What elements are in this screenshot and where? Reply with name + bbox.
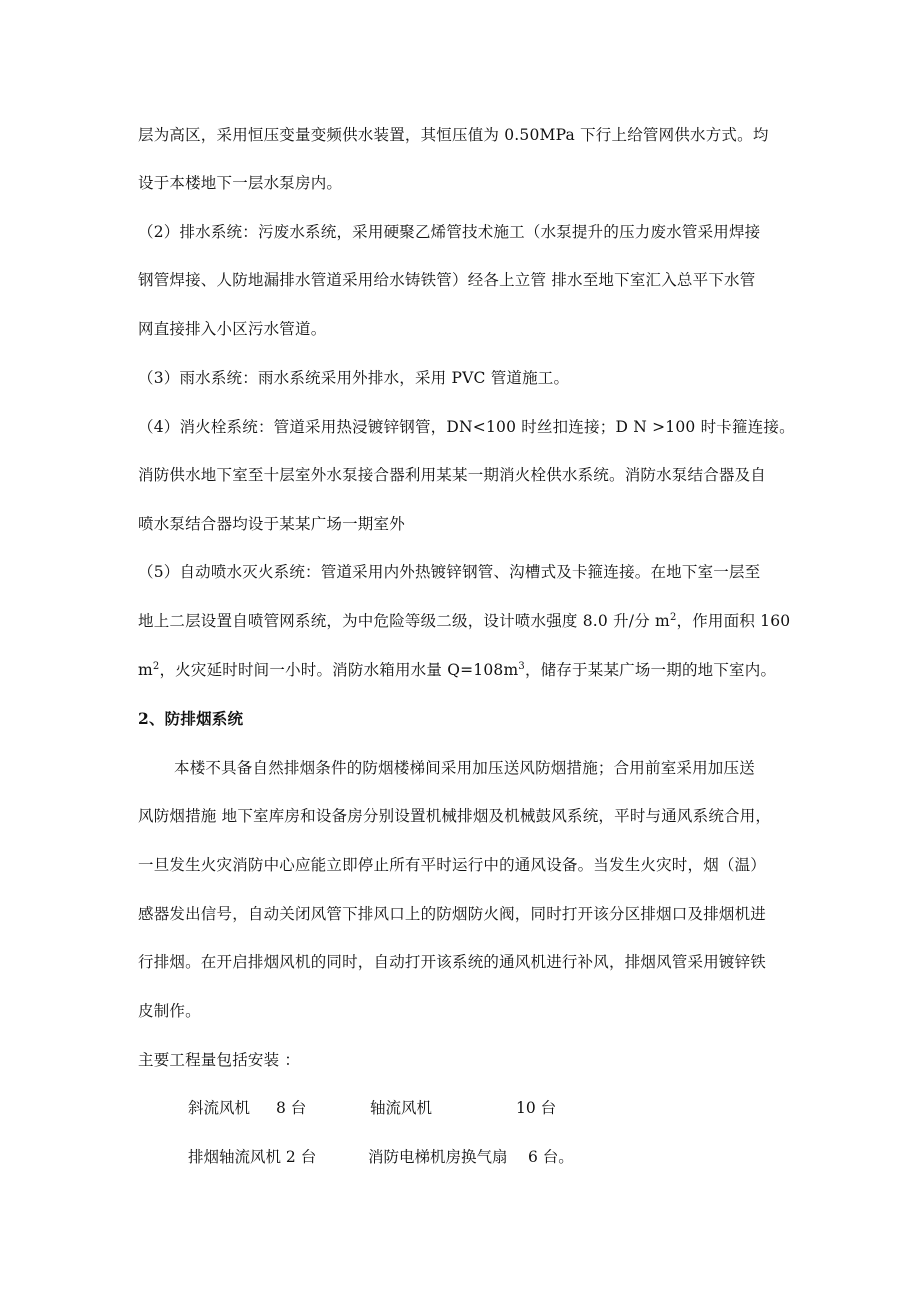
paragraph-line: （5）自动喷水灭火系统：管道采用内外热镀锌钢管、沟槽式及卡箍连接。在地下室一层至 [138,563,761,581]
text-segment: ，火灾延时时间一小时。消防水箱用水量 Q=108m [159,661,519,679]
equipment-qty: 6 台。 [528,1148,574,1166]
paragraph-line: 行排烟。在开启排烟风机的同时，自动打开该系统的通风机进行补风，排烟风管采用镀锌铁 [138,953,767,971]
equipment-qty: 10 台 [516,1099,557,1117]
equipment-name: 排烟轴流风机 2 台 [188,1148,317,1166]
text-segment: m [138,661,153,679]
superscript: 2 [669,611,677,623]
paragraph-line: （3）雨水系统：雨水系统采用外排水，采用 PVC 管道施工。 [138,369,570,387]
equipment-name: 消防电梯机房换气扇 [368,1148,508,1166]
paragraph-line: （2）排水系统：污废水系统，采用硬聚乙烯管技术施工（水泵提升的压力废水管采用焊接 [138,223,761,241]
paragraph-line: 喷水泵结合器均设于某某广场一期室外 [138,515,405,533]
paragraph-line: 设于本楼地下一层水泵房内。 [138,174,343,192]
paragraph-line: 本楼不具备自然排烟条件的防烟楼梯间采用加压送风防烟措施；合用前室采用加压送 [174,759,755,777]
paragraph-line: 钢管焊接、人防地漏排水管道采用给水铸铁管）经各上立管 排水至地下室汇入总平下水管 [138,271,756,289]
text-segment: 地上二层设置自喷管网系统，为中危险等级二级，设计喷水强度 8.0 升/分 m [138,612,670,630]
section-heading: 2、防排烟系统 [138,709,244,728]
paragraph-line: 风防烟措施 地下室库房和设备房分别设置机械排烟及机械鼓风系统，平时与通风系统合用， [138,807,772,825]
paragraph-line: 网直接排入小区污水管道。 [138,320,327,338]
paragraph-line: 皮制作。 [138,1002,201,1020]
equipment-name: 轴流风机 [370,1099,433,1117]
equipment-name: 斜流风机 [188,1099,251,1117]
paragraph-line: 感器发出信号，自动关闭风管下排风口上的防烟防火阀，同时打开该分区排烟口及排烟机进 [138,905,767,923]
paragraph-line-with-superscript [138,659,788,681]
text-segment: ，作用面积 160 [676,612,791,630]
paragraph-line: 层为高区，采用恒压变量变频供水装置，其恒压值为 0.50MPa 下行上给管网供水方式。均 [138,126,769,144]
paragraph-line: 一旦发生火灾消防中心应能立即停止所有平时运行中的通风设备。当发生火灾时，烟（温） [138,856,767,874]
paragraph-line-with-superscript [138,610,791,632]
paragraph-line: 主要工程量包括安装 ： [138,1051,301,1069]
paragraph-line: （4）消火栓系统：管道采用热浸镀锌钢管，DN<100 时丝扣连接；D N >100 时卡箍连接。 [138,418,795,436]
paragraph-line: 消防供水地下室至十层室外水泵接合器利用某某一期消火栓供水系统。消防水泵结合器及自 [138,466,767,484]
equipment-qty: 8 台 [276,1099,307,1117]
superscript: 3 [518,660,525,672]
text-segment: ，储存于某某广场一期的地下室内。 [524,661,777,679]
superscript: 2 [152,660,160,672]
